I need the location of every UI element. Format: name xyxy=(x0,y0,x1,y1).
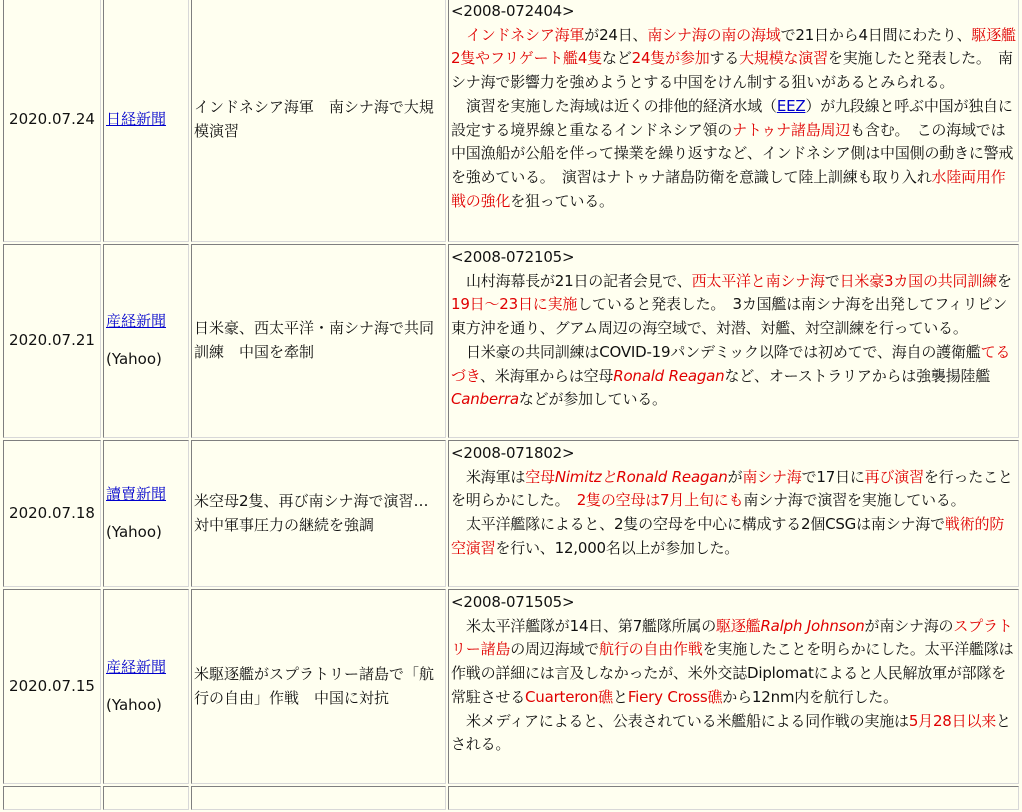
article-body xyxy=(448,440,1019,587)
body-text: から12nm内を航行した。 xyxy=(722,687,898,706)
article-title: インドネシア海軍 南シナ海で大規模演習 xyxy=(194,98,434,140)
highlight-text: Ronald Reagan xyxy=(613,366,725,385)
body-text: 南シナ海で演習を実施している。 xyxy=(743,491,966,510)
body-text: 日米豪の共同訓練はCOVID-19パンデミック以降では初めてで、海自の護衛艦 xyxy=(466,342,981,361)
article-title: 米空母2隻、再び南シナ海で演習…対中軍事圧力の継続を強調 xyxy=(194,491,429,534)
article-code: <2008-071505> xyxy=(451,593,575,611)
body-text: する xyxy=(709,49,740,68)
highlight-text: 南シナ海の南の海域 xyxy=(647,25,781,44)
table-row xyxy=(3,786,1019,810)
article-title: 日米豪、西太平洋・南シナ海で共同訓練 中国を牽制 xyxy=(194,319,435,361)
highlight-text: 19日～23日に実施 xyxy=(451,295,578,314)
body-text: が南シナ海の xyxy=(864,616,954,635)
highlight-text: 駆逐艦 xyxy=(716,616,761,635)
body-text: 、米海軍からは空母 xyxy=(480,366,614,385)
date-cell: 2020.07.18 xyxy=(3,440,101,587)
article-paragraph xyxy=(451,341,1016,412)
body-text: 演習を実施した海域は近くの排他的経済水域（ xyxy=(466,96,777,115)
title-cell xyxy=(191,0,446,242)
table-row xyxy=(3,0,1019,242)
date-cell xyxy=(3,786,101,810)
source-link[interactable]: 産経新聞 xyxy=(106,312,167,331)
article-body xyxy=(448,589,1019,784)
article-paragraph xyxy=(451,466,1016,513)
highlight-text: 水陸両用作戦の強化 xyxy=(451,167,1006,210)
article-code: <2008-072404> xyxy=(451,2,575,20)
highlight-text: インドネシア海軍 xyxy=(466,25,585,44)
article-paragraph xyxy=(451,95,1016,214)
table-row xyxy=(3,440,1019,587)
source-cell xyxy=(103,786,189,810)
title-cell xyxy=(191,440,446,587)
highlight-text: 再び演習 xyxy=(864,467,924,486)
body-text: も含む。 この海域では中国漁船が公船を伴って操業を繰り返すなど、インドネシア側は中国側の動きに警戒を強めている。 演習はナトゥナ諸島防衛を意識して陸上訓練も取り入れ xyxy=(451,120,1014,186)
highlight-text: 駆逐艦2隻やフリゲート艦4隻 xyxy=(451,25,1016,68)
body-text: 米海軍は xyxy=(466,467,526,486)
body-text: していると発表した。 3カ国艦は南シナ海を出発してフィリピン東方沖を通り、グアム周辺の海空域で、対潜、対艦、対空訓練を行っている。 xyxy=(451,295,1008,338)
body-text: を行い、12,000名以上が参加した。 xyxy=(495,538,740,557)
highlight-text: Cuarteron礁 xyxy=(525,687,613,706)
source-link[interactable]: 産経新聞 xyxy=(106,657,167,676)
body-text: を行ったことを明らかにした。 xyxy=(451,467,1013,510)
article-body xyxy=(448,786,1019,810)
highlight-text: Fiery Cross礁 xyxy=(627,687,723,706)
title-cell xyxy=(191,244,446,438)
highlight-text: 5月28日以来 xyxy=(908,711,997,730)
highlight-text: 航行の自由作戦 xyxy=(599,640,703,659)
body-text: で17日に xyxy=(801,467,865,486)
source-sub-label: (Yahoo) xyxy=(106,522,162,541)
source-sub-label: (Yahoo) xyxy=(106,695,162,714)
body-text: を実施したことを明らかにした。太平洋艦隊は作戦の詳細には言及しなかったが、米外交誌Diplomatによると人民解放軍が部隊を常駐させる xyxy=(451,640,1014,706)
article-code: <2008-072105> xyxy=(451,248,575,266)
article-paragraph xyxy=(451,270,1016,341)
article-body xyxy=(448,0,1019,242)
news-table xyxy=(1,0,1021,812)
highlight-text: Nimitzと xyxy=(554,467,617,486)
body-text: で21日から4日間にわたり、 xyxy=(780,25,972,44)
article-paragraph xyxy=(451,615,1016,710)
body-text: 山村海幕長が21日の記者会見で、 xyxy=(466,271,692,290)
highlight-text: 24隻が参加 xyxy=(631,49,710,68)
article-paragraph xyxy=(451,24,1016,95)
source-cell xyxy=(103,440,189,587)
body-text: を xyxy=(996,271,1012,290)
highlight-text: ナトゥナ諸島周辺 xyxy=(732,120,851,139)
body-text: を実施したと発表した。 南シナ海で影響力を強めようとする中国をけん制する狙いがあるとみられる。 xyxy=(451,49,1013,92)
body-text: とされる。 xyxy=(451,711,1011,754)
body-text: など、オーストラリアからは強襲揚陸艦 xyxy=(724,366,991,385)
highlight-text: 南シナ海 xyxy=(742,467,802,486)
title-cell xyxy=(191,786,446,810)
highlight-text: 大規模な演習 xyxy=(739,49,828,68)
source-cell xyxy=(103,0,189,242)
body-text: 太平洋艦隊によると、2隻の空母を中心に構成する2個CSGは南シナ海で xyxy=(466,515,945,534)
highlight-text: 戦術的防空演習 xyxy=(451,515,1005,557)
eez-link[interactable]: EEZ xyxy=(776,96,806,115)
title-cell xyxy=(191,589,446,784)
body-text: が xyxy=(727,467,743,486)
body-text: で xyxy=(824,271,840,290)
body-text: の周辺海域で xyxy=(510,640,600,659)
article-title: 米駆逐艦がスプラトリー諸島で「航行の自由」作戦 中国に対抗 xyxy=(194,664,435,707)
highlight-text: Canberra xyxy=(451,390,519,409)
body-text: 米メディアによると、公表されている米艦船による同作戦の実施は xyxy=(466,711,909,730)
article-code: <2008-071802> xyxy=(451,444,575,462)
article-paragraph xyxy=(451,710,1016,757)
date-cell: 2020.07.24 xyxy=(3,0,101,242)
date-cell: 2020.07.21 xyxy=(3,244,101,438)
body-text: ）が九段線と呼ぶ中国が独自に設定する境界線と重なるインドネシア領の xyxy=(451,96,1013,139)
source-cell xyxy=(103,589,189,784)
body-text: を狙っている。 xyxy=(510,191,614,210)
article-body xyxy=(448,244,1019,438)
highlight-text: 日米豪3カ国の共同訓練 xyxy=(839,271,997,290)
source-sub-label: (Yahoo) xyxy=(106,350,162,368)
date-cell: 2020.07.15 xyxy=(3,589,101,784)
highlight-text: 空母 xyxy=(525,467,555,486)
body-text: 米太平洋艦隊が14日、第7艦隊所属の xyxy=(466,616,717,635)
article-paragraph xyxy=(451,513,1016,560)
source-cell xyxy=(103,244,189,438)
body-text: が24日、 xyxy=(584,25,648,44)
table-row xyxy=(3,589,1019,784)
body-text: などが参加している。 xyxy=(518,390,667,409)
source-link[interactable]: 讀賣新聞 xyxy=(106,484,167,503)
highlight-text: てるづき xyxy=(451,342,1011,385)
body-text: と xyxy=(613,687,628,706)
body-text: など xyxy=(602,49,632,68)
highlight-text: Ralph Johnson xyxy=(760,616,865,635)
table-row xyxy=(3,244,1019,438)
source-link[interactable]: 日経新聞 xyxy=(106,110,167,129)
highlight-text: Ronald Reagan xyxy=(616,467,728,486)
highlight-text: 2隻の空母は7月上旬にも xyxy=(576,491,744,510)
highlight-text: 西太平洋と南シナ海 xyxy=(691,271,825,290)
highlight-text: スプラトリー諸島 xyxy=(451,616,1013,659)
